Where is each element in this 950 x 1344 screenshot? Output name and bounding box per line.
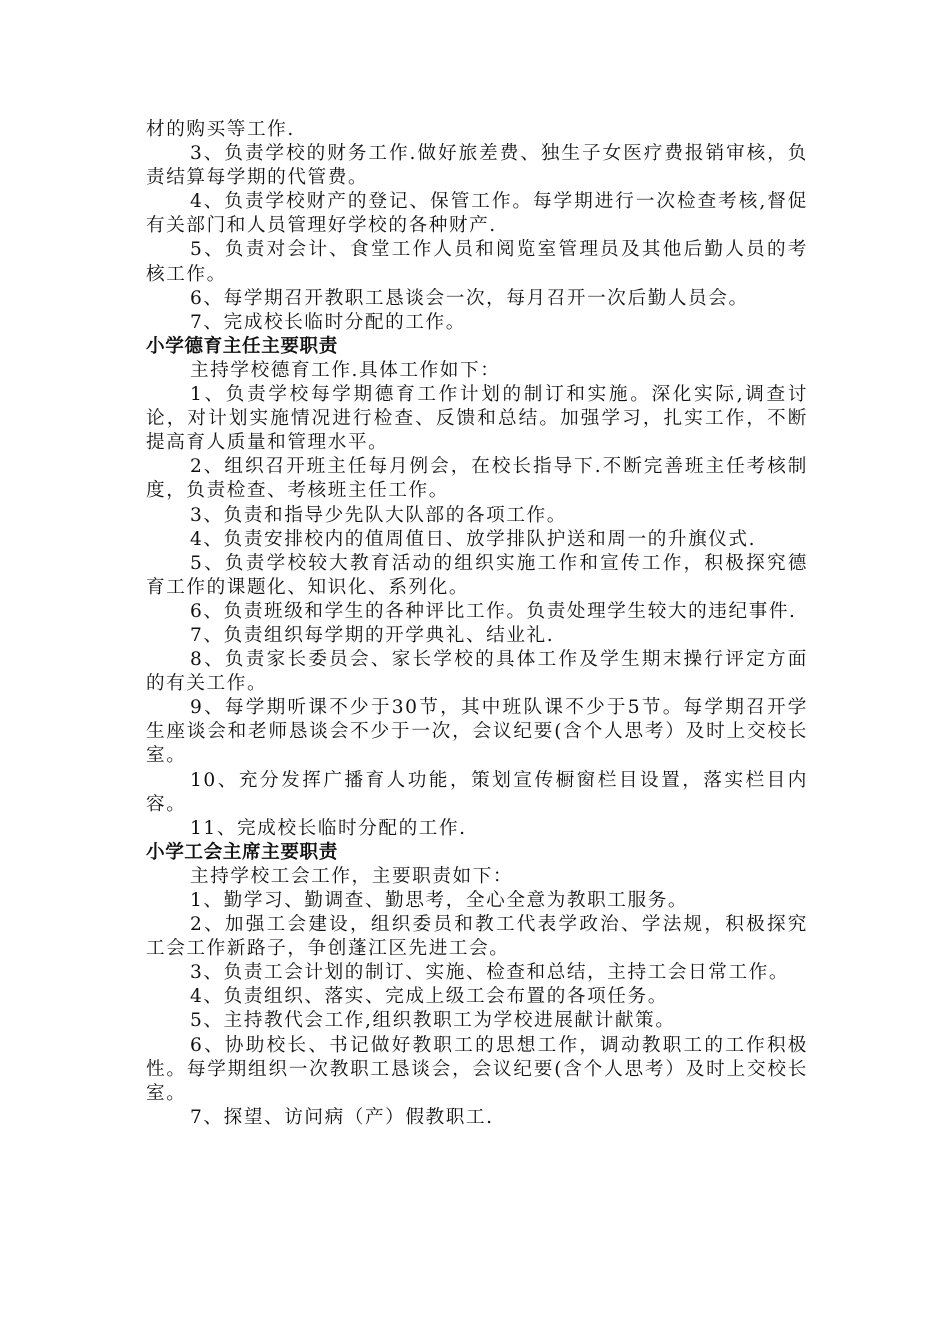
moral-item-1: 1、负责学校每学期德育工作计划的制订和实施。深化实际,调查讨论，对计划实施情况进行检查、反馈和总结。加强学习，扎实工作，不断提高育人质量和管理水平。 (146, 384, 808, 454)
moral-item-7: 7、负责组织每学期的开学典礼、结业礼. (190, 624, 555, 646)
union-item-7: 7、探望、访问病（产）假教职工. (190, 1106, 494, 1128)
finance-continuation-text: 材的购买等工作. (146, 119, 295, 140)
moral-item-5: 5、负责学校较大教育活动的组织实施工作和宣传工作，积极探究德育工作的课题化、知识化、系列化。 (146, 552, 808, 598)
moral-item-8: 8、负责家长委员会、家长学校的具体工作及学生期末操行评定方面的有关工作。 (146, 649, 808, 695)
moral-item-10: 10、充分发挥广播育人功能，策划宣传橱窗栏目设置，落实栏目内容。 (146, 769, 808, 815)
union-item-1: 1、勤学习、勤调查、勤思考，全心全意为教职工服务。 (190, 890, 689, 911)
finance-item-6: 6、每学期召开教职工恳谈会一次，每月召开一次后勤人员会。 (190, 287, 749, 309)
document-body (146, 118, 808, 1130)
union-chair-heading: 小学工会主席主要职责 (146, 841, 338, 863)
union-item-3: 3、负责工会计划的制订、实施、检查和总结，主持工会日常工作。 (190, 962, 790, 984)
finance-item-5: 5、负责对会计、食堂工作人员和阅览室管理员及其他后勤人员的考核工作。 (146, 239, 808, 285)
moral-item-6: 6、负责班级和学生的各种评比工作。负责处理学生较大的违纪事件. (190, 600, 797, 622)
moral-item-11: 11、完成校长临时分配的工作. (190, 817, 467, 839)
union-item-6: 6、协助校长、书记做好教职工的思想工作，调动教职工的工作积极性。每学期组织一次教职工恳谈会，会议纪要(含个人思考）及时上交校长室。 (146, 1034, 808, 1104)
finance-item-4: 4、负责学校财产的登记、保管工作。每学期进行一次检查考核,督促有关部门和人员管理好学校的各种财产. (146, 191, 808, 237)
finance-item-7: 7、完成校长临时分配的工作。 (190, 311, 466, 333)
moral-item-2: 2、组织召开班主任每月例会，在校长指导下.不断完善班主任考核制度，负责检查、考核班主任工作。 (146, 456, 808, 502)
union-intro: 主持学校工会工作，主要职责如下： (190, 865, 514, 887)
union-item-5: 5、主持教代会工作,组织教职工为学校进展献计献策。 (190, 1010, 676, 1032)
moral-item-9: 9、每学期听课不少于30节，其中班队课不少于5节。每学期召开学生座谈会和老师恳谈会不少于一次，会议纪要(含个人思考）及时上交校长室。 (146, 697, 808, 767)
union-item-4: 4、负责组织、落实、完成上级工会布置的各项任务。 (190, 986, 668, 1008)
moral-intro: 主持学校德育工作.具体工作如下： (190, 359, 501, 381)
union-item-2: 2、加强工会建设，组织委员和教工代表学政治、学法规，积极探究工会工作新路子，争创蓬江区先进工会。 (146, 914, 808, 960)
moral-education-heading: 小学德育主任主要职责 (146, 335, 338, 357)
moral-item-3: 3、负责和指导少先队大队部的各项工作。 (190, 504, 567, 526)
finance-item-3: 3、负责学校的财务工作.做好旅差费、独生子女医疗费报销审核，负责结算每学期的代管费。 (146, 143, 808, 189)
moral-item-4: 4、负责安排校内的值周值日、放学排队护送和周一的升旗仪式. (190, 528, 757, 550)
